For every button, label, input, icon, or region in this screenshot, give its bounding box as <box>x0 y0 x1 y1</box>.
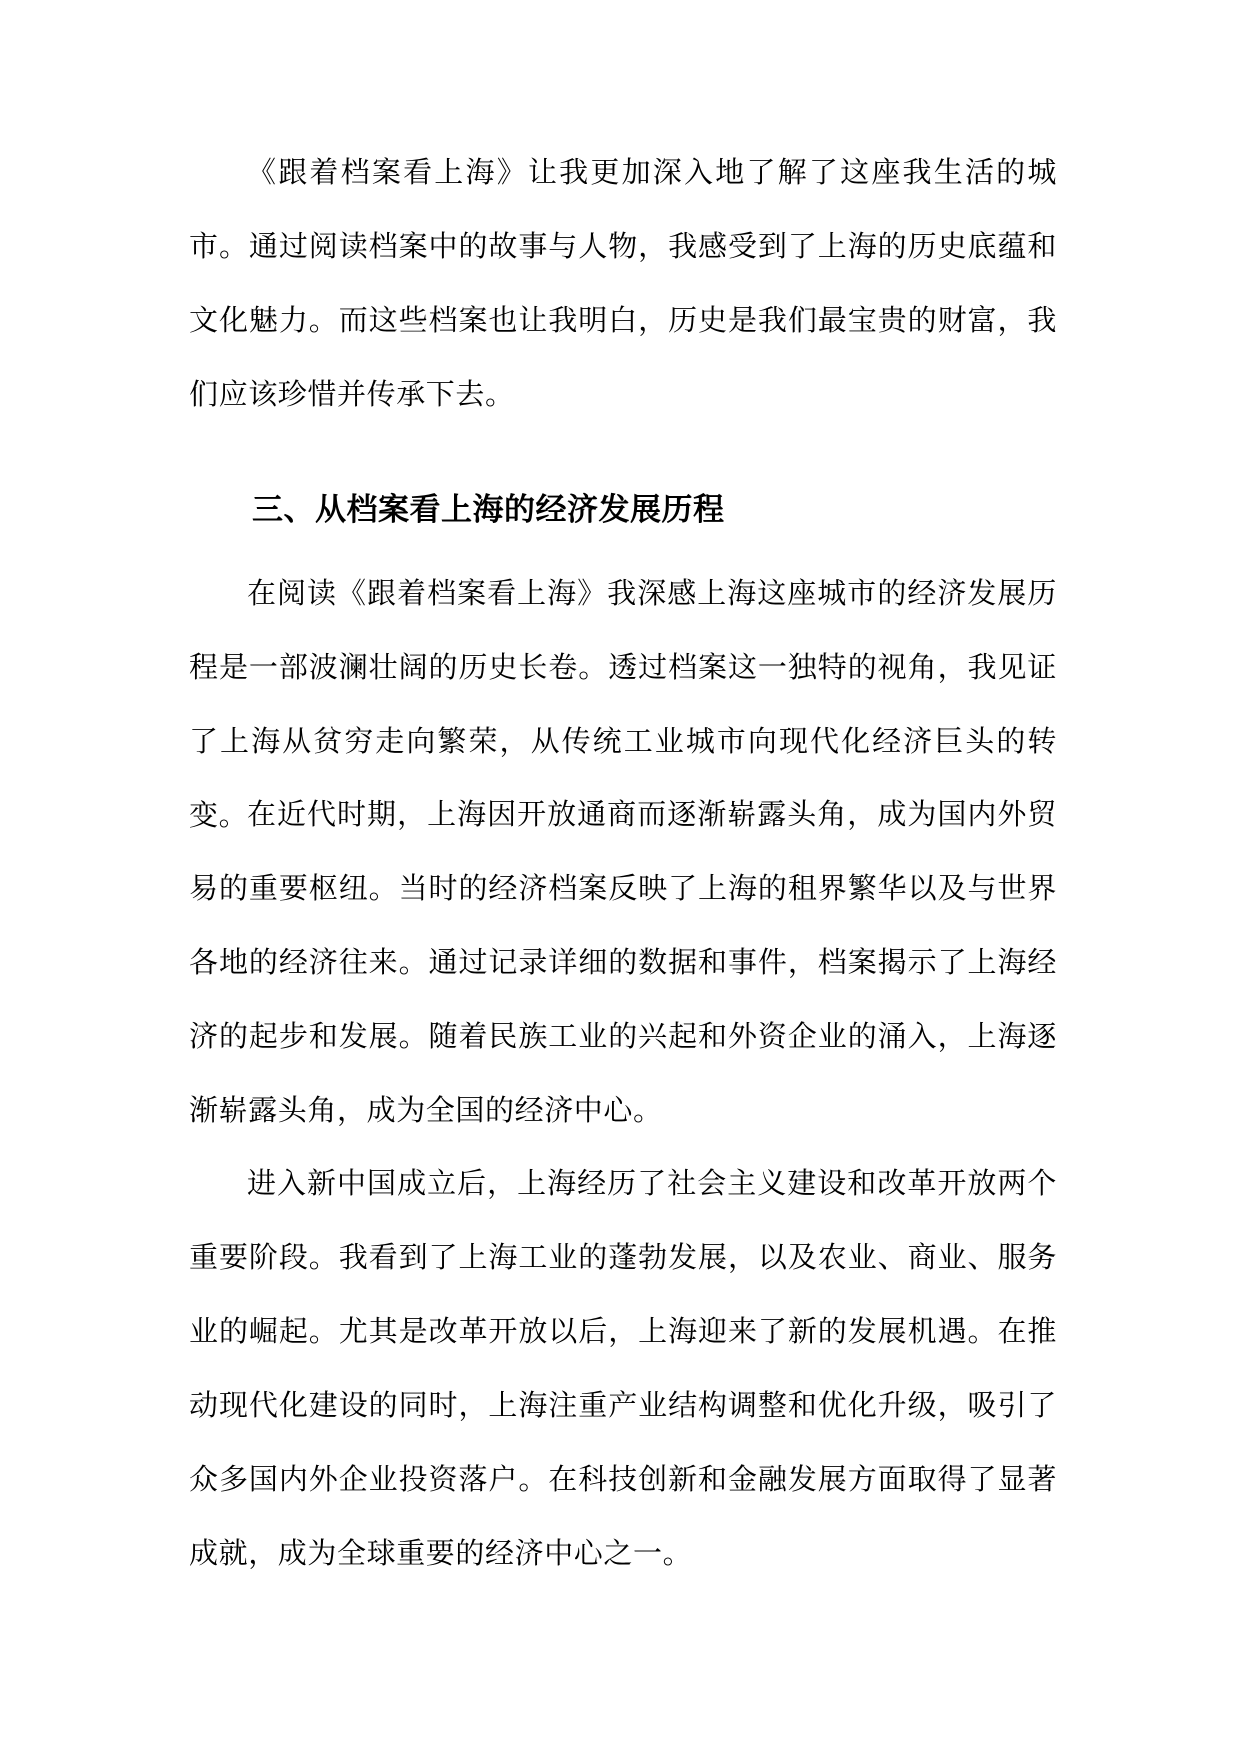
body-paragraph: 进入新中国成立后，上海经历了社会主义建设和改革开放两个重要阶段。我看到了上海工业的蓬勃发展，以及农业、商业、服务业的崛起。尤其是改革开放以后，上海迎来了新的发展机遇。在推动现代化建设的同时，上海注重产业结构调整和优化升级，吸引了众多国内外企业投资落户。在科技创新和金融发展方面取得了显著成就，成为全球重要的经济中心之一。 <box>189 1166 1057 1570</box>
section-heading: 三、从档案看上海的经济发展历程 <box>252 492 725 528</box>
body-paragraph: 在近代时期，上海因开放通商而逐渐崭露头角，成为国内外贸易的重要枢纽。当时的经济档案反映了上海的租界繁华以及与世界各地的经济往来。通过记录详细的数据和事件，档案揭示了上海经济的起步和发展。随着民族工业的兴起和外资企业的涌入，上海逐渐崭露头角，成为全国的经济中心。 <box>189 797 1057 1127</box>
body-paragraph: 《跟着档案看上海》让我更加深入地了解了这座我生活的城市。通过阅读档案中的故事与人物，我感受到了上海的历史底蕴和文化魅力。而这些档案也让我明白，历史是我们最宝贵的财富，我们应该珍惜并传承下去。 <box>189 155 1057 411</box>
body-paragraph: 在阅读《跟着档案看上海》我深感上海这座城市的经济发展历程是一部波澜壮阔的历史长卷。透过档案这一独特的视角，我见证了上海从贫穷走向繁荣，从传统工业城市向现代化经济巨头的转变。 <box>189 576 1057 832</box>
